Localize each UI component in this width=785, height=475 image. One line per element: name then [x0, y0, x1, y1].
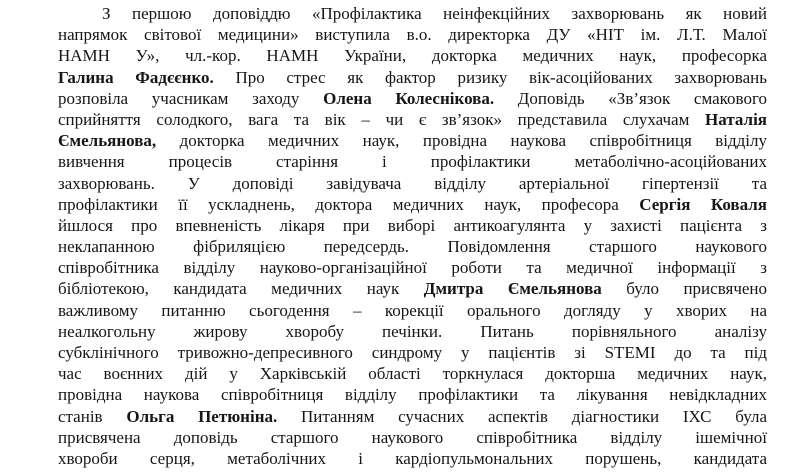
text-segment: Про стрес як фактор ризику вік-асоційованих захворювань: [213, 67, 767, 87]
paragraph-line: [58, 427, 767, 448]
paragraph-line: [58, 173, 767, 194]
text-segment: розповіла учасникам заходу: [58, 88, 324, 108]
text-segment-bold-name: Олена Колеснікова.: [323, 88, 495, 108]
paragraph-line: [58, 406, 767, 427]
text-segment: неклапанною фібриляцією передсердь. Повідомлення старшого наукового: [58, 237, 767, 257]
paragraph-line: [58, 130, 767, 151]
paragraph-line: [58, 342, 767, 363]
paragraph-line: [58, 45, 767, 66]
paragraph-line: [58, 67, 767, 88]
text-segment: важливому питанню сьогодення – корекції орального догляду у хворих на: [58, 300, 767, 320]
text-segment: йшлося про впевненість лікаря при виборі антикоагулянта у захисті пацієнта з: [58, 215, 767, 235]
text-segment: субклінічного тривожно-депресивного синдрому у пацієнтів зі STEMI до та під: [58, 343, 767, 362]
text-segment: бібліотекою, кандидата медичних наук: [58, 279, 424, 299]
text-segment: станів: [58, 406, 127, 426]
paragraph-line: [58, 363, 767, 384]
text-segment: Питанням сучасних аспектів діагностики ІХС була: [277, 406, 767, 426]
paragraph-line: [58, 109, 767, 130]
text-segment-bold-name: Ємельянова,: [58, 131, 157, 151]
paragraph: [58, 3, 767, 469]
paragraph-line: [58, 278, 767, 299]
text-segment: докторка медичних наук, провідна наукова співробітниця відділу: [156, 131, 767, 151]
text-segment: вивчення процесів старіння і профілактики метаболічно-асоційованих: [58, 152, 767, 172]
text-segment-bold-name: Дмитра Ємельянова: [423, 279, 602, 299]
paragraph-line: [58, 215, 767, 236]
paragraph-line: [58, 257, 767, 278]
paragraph-line: [58, 194, 767, 215]
paragraph-line: [58, 3, 767, 24]
text-segment: співробітника відділу науково-організаційної роботи та медичної інформації з: [58, 258, 767, 278]
text-segment: захворювань. У доповіді завідувача відділу артеріальної гіпертензії та: [58, 173, 767, 193]
text-segment: неалкогольну жирову хворобу печінки. Питань порівняльного аналізу: [58, 321, 767, 341]
paragraph-line: [58, 448, 767, 469]
paragraph-line: [58, 321, 767, 342]
text-segment: Доповідь «Зв’язок смакового: [494, 88, 767, 108]
text-segment: профілактики її ускладнень, доктора медичних наук, професора: [58, 194, 640, 214]
text-segment: НАМН У», чл.-кор. НАМН України, докторка медичних наук, професорка: [58, 46, 767, 66]
text-segment-bold-name: Сергія Коваля: [639, 194, 767, 214]
text-segment: З першою доповіддю «Профілактика неінфекційних захворювань як новий: [102, 4, 767, 23]
text-segment-bold-name: Наталія: [705, 109, 767, 129]
paragraph-line: [58, 24, 767, 45]
paragraph-line: [58, 300, 767, 321]
text-segment: провідна наукова співробітниця відділу профілактики та лікування невідкладних: [58, 385, 767, 405]
paragraph-line: [58, 384, 767, 405]
paragraph-line: [58, 151, 767, 172]
paragraph-line: [58, 236, 767, 257]
text-segment: напрямок світової медицини» виступила в.о. директорка ДУ «НІТ ім. Л.Т. Малої: [58, 25, 767, 45]
text-segment-bold-name: Галина Фадєєнко.: [58, 67, 214, 87]
paragraph-line: [58, 88, 767, 109]
text-segment: час воєнних дій у Харківській області торкнулася докторша медичних наук,: [58, 364, 767, 384]
text-segment: присвячена доповідь старшого наукового співробітника відділу ішемічної: [58, 427, 767, 447]
text-segment: сприйняття солодкого, вага та вік – чи є зв’язок» представила слухачам: [58, 109, 706, 129]
text-segment: хвороби серця, метаболічних і кардіопульмональних порушень, кандидата: [58, 448, 767, 468]
text-segment-bold-name: Ольга Петюніна.: [126, 406, 278, 426]
text-segment: було присвячено: [601, 279, 767, 299]
